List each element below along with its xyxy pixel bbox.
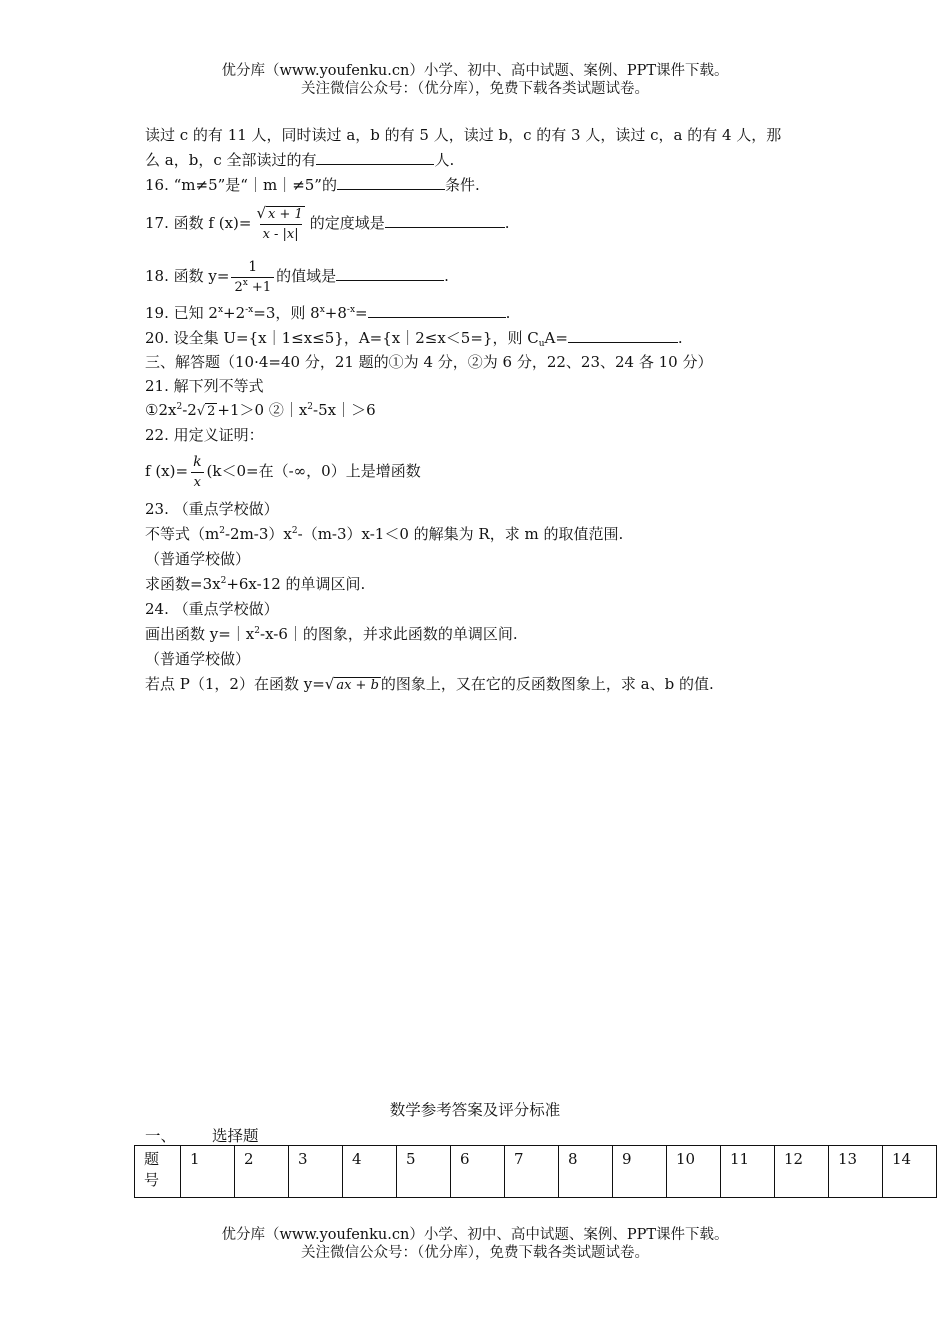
header-line-2: 关注微信公众号：（优分库），免费下载各类试题试卷。: [301, 81, 649, 97]
table-cell: 13: [829, 1146, 883, 1198]
q16: [145, 175, 480, 195]
q17-numerator: √ x + 1: [256, 204, 303, 222]
q15-line-1: 读过 c 的有 11 人，同时读过 a，b 的有 5 人，读过 b，c 的有 3 人，读过 c，a 的有 4 人，那: [145, 126, 782, 144]
q22-fraction: $\frac{k}{x}$: [190, 454, 204, 491]
q24-normal-title: （普通学校做）: [145, 650, 251, 668]
q18-denominator: $2^x +1$: [231, 277, 274, 296]
q18: [145, 253, 449, 299]
q16-blank[interactable]: [337, 175, 445, 190]
table-cell: 10: [667, 1146, 721, 1198]
q17-end: .: [504, 214, 510, 232]
q18-numerator: 1: [248, 258, 258, 275]
q21-radical: √ 2: [196, 404, 216, 419]
answers-title: 数学参考答案及评分标准: [389, 1101, 561, 1119]
q16-end: 条件.: [444, 176, 480, 194]
table-cell: 6: [451, 1146, 505, 1198]
answers-section-1: 一、 选择题: [145, 1127, 259, 1145]
table-cell: 3: [289, 1146, 343, 1198]
q20-blank[interactable]: [568, 328, 678, 343]
q24-radical: √ ax + b: [324, 675, 379, 693]
q17: [145, 200, 510, 246]
q17-post: 的定度域是: [309, 214, 385, 232]
q17-denominator: x - |x|: [260, 224, 302, 243]
q18-fraction: [231, 259, 274, 296]
footer-line-2: 关注微信公众号：（优分库），免费下载各类试题试卷。: [301, 1245, 649, 1261]
q15-line-2-text: 么 a，b，c 全部读过的有: [145, 151, 317, 169]
table-cell: 7: [505, 1146, 559, 1198]
footer-line-1: 优分库（www.youfenku.cn）小学、初中、高中试题、案例、PPT课件下载。: [221, 1227, 729, 1243]
q19: 19. 已知 $2^x+2^{-x}=3$，则 $8^x+8^{-x}=$ .: [145, 304, 511, 322]
q23-normal-title: （普通学校做）: [145, 550, 251, 568]
table-cell: 2: [235, 1146, 289, 1198]
q17-blank[interactable]: [385, 213, 505, 228]
page-header: [0, 62, 950, 98]
q24-body: 画出函数 $y=|x^2-x-6|$的图象，并求此函数的单调区间.: [145, 625, 518, 643]
table-cell: 8: [559, 1146, 613, 1198]
q15-line-2-end: 人.: [434, 151, 455, 169]
q18-text: 18. 函数 y=: [145, 267, 230, 285]
table-cell: 12: [775, 1146, 829, 1198]
header-line-1: 优分库（www.youfenku.cn）小学、初中、高中试题、案例、PPT课件下载。: [221, 63, 729, 79]
q18-end: .: [444, 267, 449, 285]
table-cell: 5: [397, 1146, 451, 1198]
q21-title: 21. 解下列不等式: [145, 377, 264, 395]
q22-body: f (x)= $\frac{k}{x}$ (k＜0=在（-∞，0）上是增函数: [145, 453, 421, 490]
page-footer: [0, 1226, 950, 1262]
q22-title: 22. 用定义证明：: [145, 426, 264, 444]
q24-title: 24. （重点学校做）: [145, 600, 279, 618]
q23-title: 23. （重点学校做）: [145, 500, 279, 518]
answer-table: [134, 1145, 937, 1198]
q21-body: $①2x^2-2√$ 2 +1＞0 $②|x^2-5x|>6$: [145, 400, 376, 422]
table-cell: 4: [343, 1146, 397, 1198]
table-cell: 9: [613, 1146, 667, 1198]
q17-fraction: [253, 205, 307, 243]
q23-normal-body: 求函数$=3x^2+6x-12$ 的单调区间.: [145, 575, 366, 593]
q16-text: 16. “m≠5”是“｜m｜≠5”的: [145, 176, 337, 194]
q18-post: 的值域是: [276, 267, 337, 285]
q17-text: 17. 函数 f (x)=: [145, 214, 252, 232]
table-header-cell: 题 号: [135, 1146, 181, 1198]
table-cell: 1: [181, 1146, 235, 1198]
q24-normal-body: 若点 P（1，2）在函数 y=√ ax + b 的图象上，又在它的反函数图象上，求 a、b 的值.: [145, 674, 714, 696]
q15-blank[interactable]: [316, 150, 434, 165]
section-3-heading: 三、解答题（10·4=40 分，21 题的①为 4 分，②为 6 分，22、23、24 各 10 分）: [145, 353, 713, 371]
q19-blank[interactable]: [368, 303, 506, 318]
table-cell: 14: [883, 1146, 937, 1198]
q20: 20. 设全集 U={x｜1≤x≤5}，A={x｜2≤x＜5=}，则 $C_uA=$ .: [145, 329, 683, 349]
table-row: [135, 1146, 937, 1198]
table-cell: 11: [721, 1146, 775, 1198]
q15-line-2: [145, 150, 454, 170]
q23-body: 不等式$(m^2-2m-3)x^2-(m-3)x-1<0$ 的解集为 R，求 m 的取值范围.: [145, 525, 624, 543]
q18-blank[interactable]: [336, 266, 444, 281]
q17-radicand: x + 1: [268, 207, 303, 222]
